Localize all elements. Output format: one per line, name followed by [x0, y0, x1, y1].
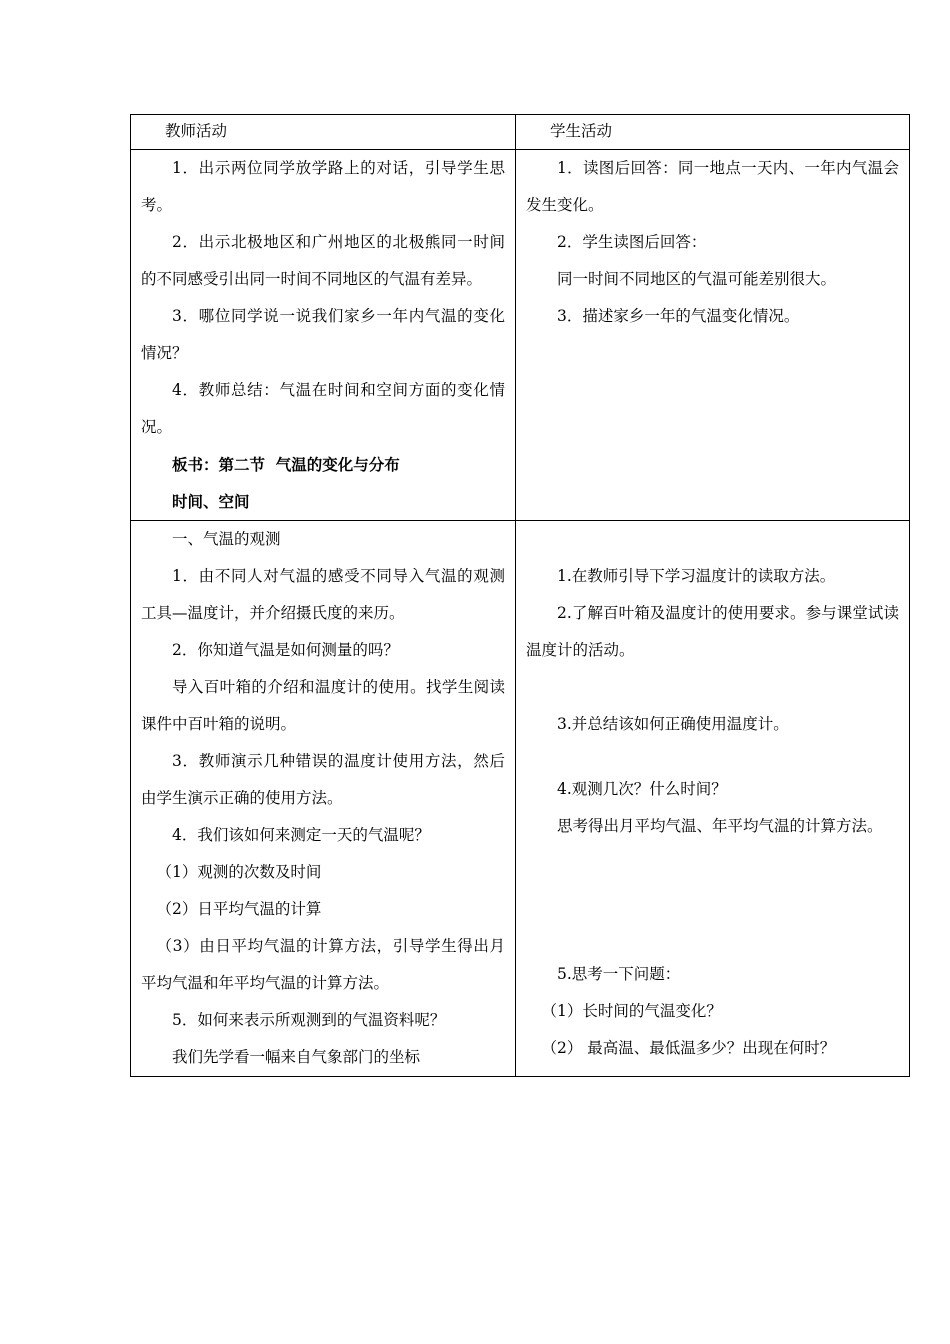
- teacher-substep: （3）由日平均气温的计算方法，引导学生得出月平均气温和年平均气温的计算方法。: [141, 937, 505, 992]
- lesson-table: [130, 114, 910, 1077]
- student-step: 2.了解百叶箱及温度计的使用要求。参与课堂试读温度计的活动。: [526, 604, 899, 659]
- board-subtitle: 时间、空间: [172, 492, 250, 511]
- student-substep: （1）长时间的气温变化？: [541, 1002, 722, 1020]
- teacher-step: 3．哪位同学说一说我们家乡一年内气温的变化情况？: [141, 307, 505, 362]
- teacher-step: 4．教师总结：气温在时间和空间方面的变化情况。: [141, 381, 505, 436]
- board-title: 板书：第二节 气温的变化与分布: [172, 455, 400, 474]
- student-step: 同一时间不同地区的气温可能差别很大。: [557, 270, 837, 288]
- teacher-step: 1．出示两位同学放学路上的对话，引导学生思考。: [141, 159, 505, 214]
- student-step: 2．学生读图后回答：: [557, 233, 707, 251]
- teacher-step: 4．我们该如何来测定一天的气温呢？: [172, 826, 430, 844]
- teacher-substep: （1）观测的次数及时间: [156, 863, 322, 881]
- student-activity-header: 学生活动: [516, 115, 910, 150]
- teacher-step: 3．教师演示几种错误的温度计使用方法，然后由学生演示正确的使用方法。: [141, 752, 505, 807]
- teacher-step: 导入百叶箱的介绍和温度计的使用。找学生阅读课件中百叶箱的说明。: [141, 678, 505, 733]
- student-step: 3.并总结该如何正确使用温度计。: [557, 715, 789, 733]
- teacher-step: 2．出示北极地区和广州地区的北极熊同一时间的不同感受引出同一时间不同地区的气温有差异。: [141, 233, 505, 288]
- student-substep: （2） 最高温、最低温多少？出现在何时？: [541, 1039, 836, 1057]
- teacher-cell: [131, 521, 516, 1077]
- student-cell: [516, 521, 910, 1077]
- teacher-step: 我们先学看一幅来自气象部门的坐标: [172, 1048, 421, 1066]
- teacher-cell: [131, 150, 516, 521]
- student-step: 3．描述家乡一年的气温变化情况。: [557, 307, 800, 325]
- teacher-step: 1．由不同人对气温的感受不同导入气温的观测工具—温度计，并介绍摄氏度的来历。: [141, 567, 505, 622]
- student-step: 1．读图后回答：同一地点一天内、一年内气温会发生变化。: [526, 159, 899, 214]
- student-cell: [516, 150, 910, 521]
- table-header-row: [131, 115, 910, 150]
- student-step: 4.观测几次？什么时间？: [557, 780, 727, 798]
- section-heading: 一、气温的观测: [172, 530, 281, 548]
- teacher-substep: （2）日平均气温的计算: [156, 900, 322, 918]
- teacher-activity-header: 教师活动: [131, 115, 516, 150]
- table-row: [131, 150, 910, 521]
- teacher-step: 2．你知道气温是如何测量的吗？: [172, 641, 399, 659]
- student-step: 1.在教师引导下学习温度计的读取方法。: [557, 567, 836, 585]
- student-step: 思考得出月平均气温、年平均气温的计算方法。: [557, 817, 883, 835]
- teacher-step: 5．如何来表示所观测到的气温资料呢？: [172, 1011, 446, 1029]
- student-step: 5.思考一下问题：: [557, 965, 681, 983]
- table-row: [131, 521, 910, 1077]
